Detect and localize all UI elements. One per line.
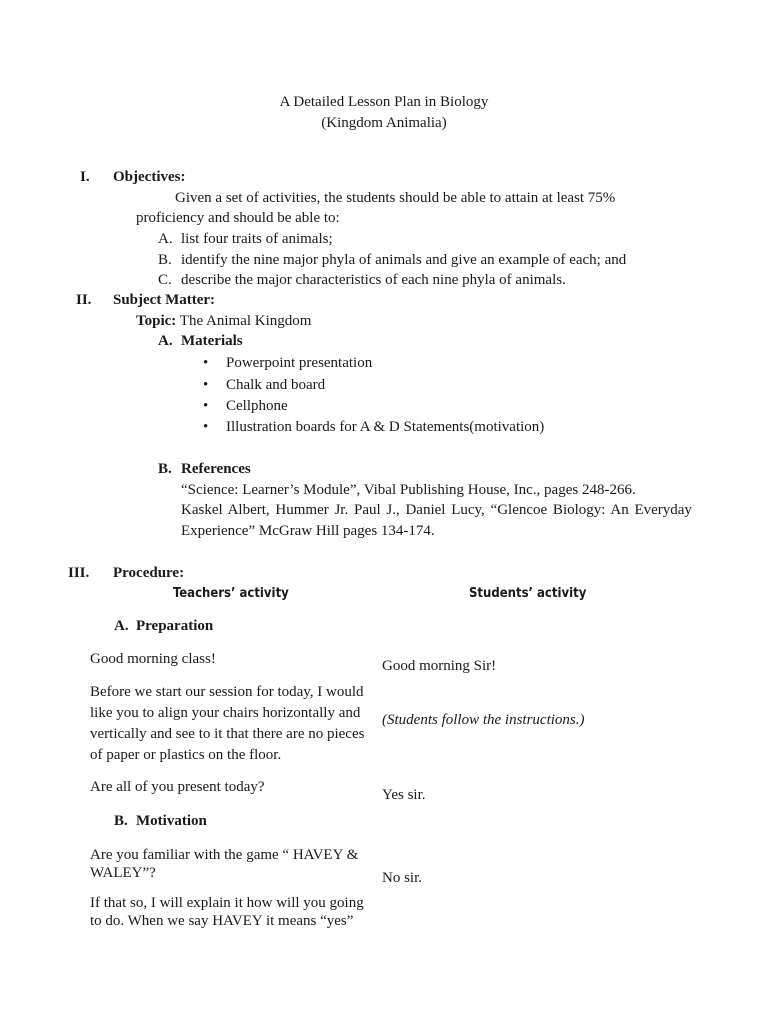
references-letter: B. bbox=[158, 461, 172, 477]
teacher-game-question: WALEY”? bbox=[90, 865, 156, 881]
objective-item-b: identify the nine major phyla of animals and give an example of each; and bbox=[181, 252, 627, 268]
procedure-heading: Procedure: bbox=[113, 565, 185, 581]
students-activity-header: Students’ activity bbox=[469, 586, 587, 601]
preparation-letter: A. bbox=[114, 618, 129, 634]
materials-item: • Chalk and board bbox=[226, 376, 325, 394]
student-yes-answer: Yes sir. bbox=[382, 787, 426, 803]
teacher-chairs-line: of paper or plastics on the floor. bbox=[90, 747, 282, 763]
teacher-chairs-line: like you to align your chairs horizontally and bbox=[90, 705, 361, 721]
objective-item-c: describe the major characteristics of each nine phyla of animals. bbox=[181, 272, 566, 288]
objectives-intro-line2: proficiency and should be able to: bbox=[136, 210, 340, 226]
reference-line: Experience” McGraw Hill pages 134-174. bbox=[181, 523, 435, 539]
teacher-game-question: Are you familiar with the game “ HAVEY & bbox=[90, 847, 359, 863]
motivation-heading: Motivation bbox=[136, 813, 207, 829]
materials-item: • Powerpoint presentation bbox=[226, 354, 372, 372]
section-numeral-1: I. bbox=[80, 169, 90, 185]
objective-letter-b: B. bbox=[158, 252, 172, 268]
objectives-heading: Objectives: bbox=[113, 169, 186, 185]
materials-letter: A. bbox=[158, 333, 173, 349]
student-follow-instructions: (Students follow the instructions.) bbox=[382, 712, 585, 728]
materials-item: • Cellphone bbox=[226, 397, 288, 415]
materials-item: • Illustration boards for A & D Statements(motivation) bbox=[226, 418, 544, 436]
document-title: A Detailed Lesson Plan in Biology bbox=[279, 94, 489, 110]
section-numeral-2: II. bbox=[76, 292, 92, 308]
teacher-greeting: Good morning class! bbox=[90, 651, 216, 667]
student-greeting: Good morning Sir! bbox=[382, 658, 497, 674]
student-no-answer: No sir. bbox=[382, 870, 423, 886]
teacher-chairs-line: vertically and see to it that there are no pieces bbox=[90, 726, 365, 742]
objective-letter-a: A. bbox=[158, 231, 173, 247]
objectives-intro-line1: Given a set of activities, the students should be able to attain at least 75% bbox=[175, 190, 616, 206]
document-subtitle: (Kingdom Animalia) bbox=[321, 115, 447, 131]
reference-line: Kaskel Albert, Hummer Jr. Paul J., Daniel Lucy, “Glencoe Biology: An Everyday bbox=[181, 502, 692, 518]
references-heading: References bbox=[181, 461, 251, 477]
teacher-attendance: Are all of you present today? bbox=[90, 779, 265, 795]
reference-line: “Science: Learner’s Module”, Vibal Publishing House, Inc., pages 248-266. bbox=[181, 482, 636, 498]
objective-item-a: list four traits of animals; bbox=[181, 231, 333, 247]
topic-label: Topic: bbox=[136, 313, 177, 329]
preparation-heading: Preparation bbox=[136, 618, 214, 634]
teacher-chairs-line: Before we start our session for today, I would bbox=[90, 684, 364, 700]
teacher-game-explain: to do. When we say HAVEY it means “yes” bbox=[90, 913, 354, 929]
objective-letter-c: C. bbox=[158, 272, 172, 288]
section-numeral-3: III. bbox=[68, 565, 90, 581]
topic-line bbox=[136, 312, 311, 330]
topic-value: The Animal Kingdom bbox=[179, 313, 312, 329]
motivation-letter: B. bbox=[114, 813, 128, 829]
subject-matter-heading: Subject Matter: bbox=[113, 292, 216, 308]
teachers-activity-header: Teachers’ activity bbox=[173, 586, 289, 601]
teacher-game-explain: If that so, I will explain it how will you going bbox=[90, 895, 364, 911]
materials-heading: Materials bbox=[181, 333, 243, 349]
